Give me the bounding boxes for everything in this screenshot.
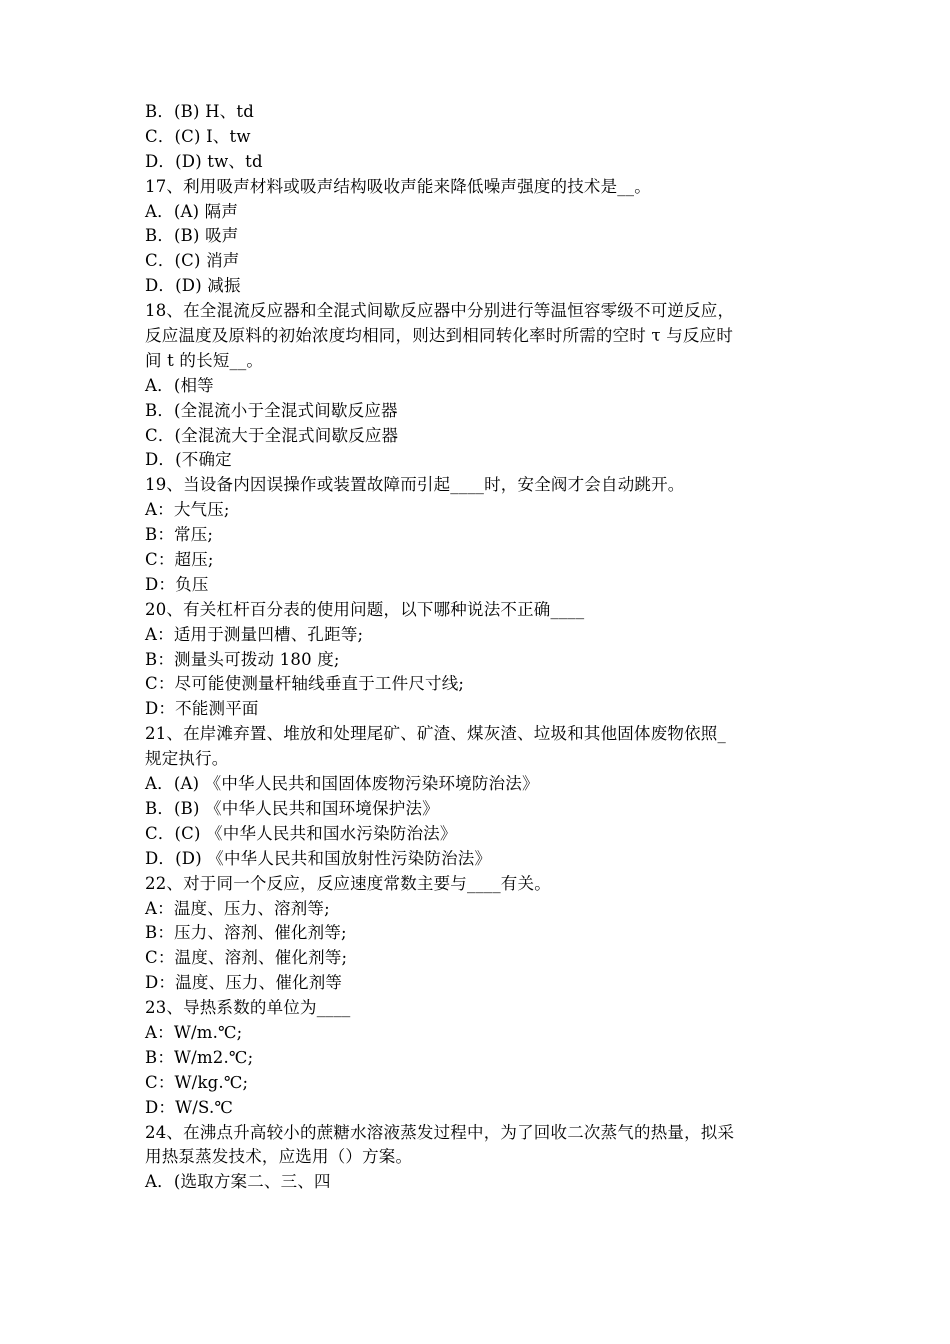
- question-24: 24、在沸点升高较小的蔗糖水溶液蒸发过程中，为了回收二次蒸气的热量，拟采: [145, 1122, 735, 1142]
- question-21-cont: 规定执行。: [145, 749, 229, 769]
- option-line: A：W/m.℃;: [145, 1022, 243, 1042]
- option-line: B：压力、溶剂、催化剂等;: [145, 923, 347, 943]
- question-18-cont: 反应温度及原料的初始浓度均相同，则达到相同转化率时所需的空时 τ 与反应时: [145, 326, 734, 346]
- option-line: D：W/S.℃: [145, 1097, 234, 1117]
- option-line: A．(A) 隔声: [145, 201, 239, 221]
- document-body: [145, 100, 815, 1195]
- option-line: D：不能测平面: [145, 699, 259, 719]
- option-line: A．(相等: [145, 375, 214, 395]
- option-line: C：超压;: [145, 550, 214, 570]
- option-line: A：适用于测量凹槽、孔距等;: [145, 624, 364, 644]
- question-24-cont: 用热泵蒸发技术，应选用（）方案。: [145, 1147, 413, 1167]
- option-line: B．(B) 吸声: [145, 226, 239, 246]
- question-17: 17、利用吸声材料或吸声结构吸收声能来降低噪声强度的技术是__。: [145, 176, 651, 196]
- option-line: A：温度、压力、溶剂等;: [145, 898, 330, 918]
- option-line: C．(C) 《中华人民共和国水污染防治法》: [145, 823, 457, 843]
- question-20: 20、有关杠杆百分表的使用问题，以下哪种说法不正确____: [145, 599, 585, 619]
- option-line: B：测量头可拨动 180 度;: [145, 649, 340, 669]
- option-line: C．(C) I、tw: [145, 126, 251, 146]
- option-line: C．(C) 消声: [145, 251, 240, 271]
- option-line: C：尽可能使测量杆轴线垂直于工件尺寸线;: [145, 674, 465, 694]
- question-21: 21、在岸滩弃置、堆放和处理尾矿、矿渣、煤灰渣、垃圾和其他固体废物依照_: [145, 724, 726, 744]
- option-line: A：大气压;: [145, 500, 230, 520]
- question-18: 18、在全混流反应器和全混式间歇反应器中分别进行等温恒容零级不可逆反应，: [145, 301, 735, 321]
- option-line: D．(D) 减振: [145, 276, 241, 296]
- option-line: C．(全混流大于全混式间歇反应器: [145, 425, 399, 445]
- question-22: 22、对于同一个反应，反应速度常数主要与____有关。: [145, 873, 551, 893]
- option-line: B：W/m2.℃;: [145, 1047, 254, 1067]
- option-line: C：W/kg.℃;: [145, 1072, 249, 1092]
- option-line: D：温度、压力、催化剂等: [145, 973, 343, 993]
- question-19: 19、当设备内因误操作或装置故障而引起____时，安全阀才会自动跳开。: [145, 475, 685, 495]
- question-23: 23、导热系数的单位为____: [145, 998, 351, 1018]
- option-line: B．(B) H、td: [145, 102, 254, 121]
- option-line: D．(D) 《中华人民共和国放射性污染防治法》: [145, 848, 492, 868]
- option-line: D：负压: [145, 574, 209, 594]
- option-line: D．(D) tw、td: [145, 151, 263, 171]
- option-line: A．(选取方案二、三、四: [145, 1172, 331, 1192]
- option-line: B．(B) 《中华人民共和国环境保护法》: [145, 798, 439, 818]
- option-line: D．(不确定: [145, 450, 232, 470]
- option-line: C：温度、溶剂、催化剂等;: [145, 948, 348, 968]
- question-18-cont: 间 t 的长短__。: [145, 350, 264, 370]
- option-line: B：常压;: [145, 525, 214, 545]
- option-line: A．(A) 《中华人民共和国固体废物污染环境防治法》: [145, 774, 539, 794]
- option-line: B．(全混流小于全混式间歇反应器: [145, 400, 398, 420]
